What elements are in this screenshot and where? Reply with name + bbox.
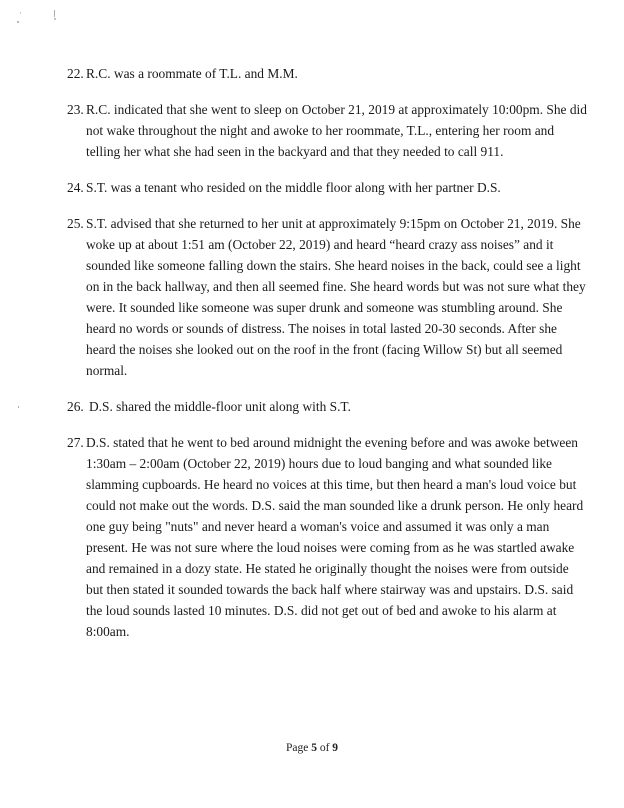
total-pages-number: 9: [332, 742, 339, 754]
paragraph-text: S.T. advised that she returned to her unit at approximately 9:15pm on October 21, 2019. She woke up at about 1:51 am (October 22, 2019) and heard “heard crazy ass noises” and it sounded like someone falling down the stairs. She heard noises in the back, could see a light on in the back hallway, and then all seemed fine. She heard words but was not sure what they were. It sounded like someone was super drunk and someone was stumbling around. She heard no words or sounds of distress. The noises in total lasted 20-30 seconds. After she heard the noises she looked out on the roof in the front (facing Willow St) but all seemed normal.: [86, 216, 586, 378]
scan-speck: [54, 10, 55, 17]
paragraph-text: D.S. shared the middle-floor unit along with S.T.: [89, 399, 351, 414]
paragraph-number: 27.: [67, 435, 84, 450]
scan-speck: [54, 18, 56, 20]
paragraph-number: 22.: [67, 66, 84, 81]
scan-speck: [20, 12, 21, 14]
paragraph-text: S.T. was a tenant who resided on the middle floor along with her partner D.S.: [86, 180, 501, 195]
paragraph-number: 26.: [67, 399, 84, 414]
page-footer: [0, 742, 624, 754]
page-label: Page: [285, 742, 309, 754]
scan-artifacts: [14, 8, 64, 28]
paragraph-text: D.S. stated that he went to bed around midnight the evening before and was awoke between 1:30am – 2:00am (October 22, 2019) hours due to loud banging and what sounded like slamming cupboards. He heard no voices at this time, but then heard a man's loud voice but could not make out the words. D.S. said the man sounded like a drunk person. He only heard one guy being "nuts" and never heard a woman's voice and assumed it was only a man present. He was not sure where the loud noises were coming from as he was startled awake and remained in a dozy state. He stated he originally thought the noises were from outside but then stated it sounded towards the back half where stairway was and upstairs. D.S. said the loud sounds lasted 10 minutes. D.S. did not get out of bed and awoke to his alarm at 8:00am.: [86, 435, 584, 639]
of-label: of: [319, 742, 330, 754]
numbered-paragraph-25: [67, 213, 587, 381]
numbered-paragraph-27: [67, 432, 587, 642]
numbered-paragraph-22: [67, 63, 587, 84]
document-body: [67, 63, 587, 657]
scan-speck: [17, 21, 19, 23]
numbered-paragraph-24: [67, 177, 587, 198]
paragraph-number: 23.: [67, 102, 84, 117]
paragraph-text: R.C. was a roommate of T.L. and M.M.: [86, 66, 298, 81]
paragraph-text: R.C. indicated that she went to sleep on October 21, 2019 at approximately 10:00pm. She did not wake throughout the night and awoke to her roommate, T.L., entering her room and telling her what she had seen in the backyard and that they needed to call 911.: [86, 102, 587, 159]
paragraph-number: 24.: [67, 180, 84, 195]
current-page-number: 5: [311, 742, 317, 754]
paragraph-number: 25.: [67, 216, 84, 231]
numbered-paragraph-23: [67, 99, 587, 162]
scan-speck: [18, 406, 19, 408]
numbered-paragraph-26: [67, 396, 587, 417]
